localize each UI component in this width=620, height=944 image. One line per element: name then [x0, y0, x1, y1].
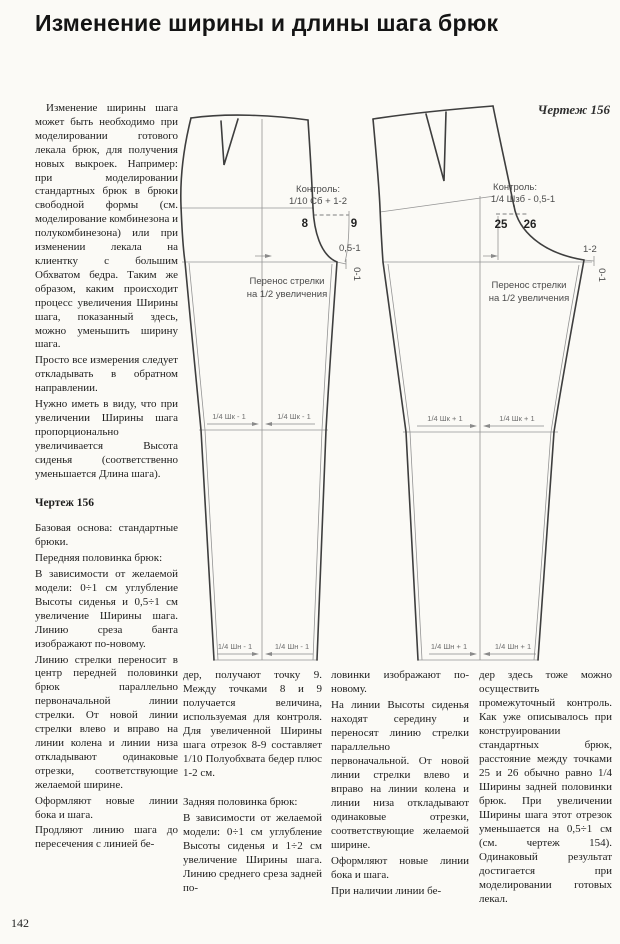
- point-26-label: 26: [523, 219, 537, 231]
- back-hem-dim-right: 1/4 Шн + 1: [494, 642, 532, 651]
- front-side-seam: [181, 118, 214, 660]
- paragraph: дер, получают точку 9. Между точками 8 и 9 получается величина, используемая для контроля. Для увеличенной Ширины шага отрезок 8-9 составляет 1/10 Полуобхвата бедер плюс 1-2 см.: [183, 669, 322, 779]
- paragraph: На линии Высоты сиденья находят середину и переносят линию стрелки параллельно первоначальной. От новой линии стрелки влево и вправо на линии колена и линии низа откладывают одинаковые отрезки, соответствующие желаемой ширине.: [331, 699, 469, 851]
- arrowhead-icon: [252, 652, 259, 656]
- paragraph: дер здесь тоже можно осуществить промежуточный контроль. Как уже описывалось при конструировании стандартных брюк, расстояние между точками 25 и 26 обычно равно 1/4 Ширины задней половинки брюк. При увеличении Ширины шага этот отрезок уменьшается на 0,5÷1 см (см. чертеж 154). Одинаковый результат достигается при моделировании готовых лекал.: [479, 669, 612, 905]
- paragraph: Задняя половинка брюк:: [183, 796, 298, 808]
- arrowhead-icon: [483, 424, 490, 428]
- front-crease-note-1: Перенос стрелки: [249, 276, 325, 287]
- back-crease-note-1: Перенос стрелки: [491, 280, 567, 291]
- front-hem-dim-left: 1/4 Шн - 1: [217, 642, 253, 651]
- front-crease-note-2: на 1/2 увеличения: [246, 289, 328, 300]
- left-text-column: [35, 102, 178, 854]
- back-side-seam: [373, 119, 418, 660]
- front-inseam: [317, 262, 337, 660]
- paragraph: ловинки изображают по-новому.: [331, 669, 469, 695]
- front-new-inseam: [313, 264, 332, 660]
- paragraph: Просто все измерения следует откладывать в обратном направлении.: [35, 354, 178, 395]
- back-crotch-extension: [584, 260, 594, 261]
- front-new-rise-line: [345, 219, 349, 262]
- back-crease-note-2: на 1/2 увеличения: [488, 293, 570, 304]
- paragraph: Оформляют новые линии бока и шага.: [331, 855, 469, 881]
- paragraph: Продляют линию шага до пересечения с линией бе-: [35, 824, 178, 851]
- back-hem-dim-left: 1/4 Шн + 1: [430, 642, 468, 651]
- paragraph: Оформляют новые линии бока и шага.: [35, 794, 178, 821]
- front-waist-line: [191, 115, 308, 120]
- arrowhead-icon: [483, 652, 490, 656]
- front-knee-dim-right: 1/4 Шк - 1: [277, 412, 311, 421]
- paragraph: Линию стрелки переносит в центр передней половинки брюк параллельно первоначальной линии стрелки. От новой линии стрелки влево и вправо на линии колена и линии низа откладывают одинаковые отрезки, соответствующие желаемой ширине.: [35, 653, 178, 791]
- paragraph: При наличии линии бе-: [331, 885, 442, 897]
- point-9-label: 9: [350, 218, 358, 230]
- bottom-column-3: [479, 668, 612, 908]
- arrowhead-icon: [265, 422, 272, 426]
- paragraph: В зависимости от желаемой модели: 0÷1 см углубление Высоты сиденья и 1÷2 см увеличение Ширины шага. Линию среднего среза задней по-: [183, 812, 322, 894]
- point-8-label: 8: [301, 218, 308, 230]
- front-drop-label: 0-1: [351, 267, 362, 281]
- diagram-caption: Чертеж 156: [537, 102, 610, 117]
- back-waist-line: [373, 106, 493, 119]
- front-dart: [221, 119, 238, 165]
- back-ease-label: 1-2: [583, 244, 597, 255]
- page-title: Изменение ширины и длины шага брюк: [35, 10, 499, 36]
- arrowhead-icon: [470, 652, 477, 656]
- page-number: 142: [11, 916, 29, 930]
- front-hem-dim-right: 1/4 Шн - 1: [274, 642, 310, 651]
- back-drop-label: 0-1: [596, 268, 607, 282]
- paragraph: Нужно иметь в виду, что при увеличении Ширины шага пропорционально увеличивается Высота сиденья (соответственно уменьшается Длина шага).: [35, 398, 178, 480]
- front-ease-label: 0,5-1: [339, 243, 361, 254]
- paragraph: Изменение ширины шага может быть необходимо при моделировании готового лекала брюк, для получения новых выкроек. Например: при моделировании стандартных брюк в брюки свободной формы (см. моделирование комбинезона и полукомбинезона) или при изменении лекала на клиентку с большим Обхватом бедра. Таким же образом, каким происходит процесс увеличения Ширины шага, показанный здесь, можно уменьшить ширину шага.: [35, 102, 178, 351]
- arrowhead-icon: [252, 422, 259, 426]
- front-crotch-extension: [337, 262, 346, 264]
- back-knee-dim-left: 1/4 Шк + 1: [427, 414, 463, 423]
- paragraph: Передняя половинка брюк:: [35, 552, 163, 565]
- front-control-label: Контроль:: [296, 184, 340, 195]
- front-crotch-curve: [313, 208, 337, 262]
- back-hip-line: [380, 196, 495, 212]
- pants-pattern-diagram: [177, 92, 617, 672]
- back-inseam: [538, 260, 584, 660]
- back-control-formula: 1/4 Шзб - 0,5-1: [490, 194, 556, 205]
- arrowhead-icon: [470, 424, 477, 428]
- arrowhead-icon: [265, 254, 272, 258]
- front-control-formula: 1/10 Сб + 1-2: [289, 196, 347, 207]
- arrowhead-icon: [491, 254, 498, 258]
- bottom-column-2: [331, 668, 469, 900]
- back-control-label: Контроль:: [493, 182, 537, 193]
- point-25-label: 25: [494, 219, 508, 231]
- front-pattern: [180, 115, 362, 660]
- back-new-side-seam: [388, 264, 422, 660]
- bottom-column-1: [183, 668, 322, 897]
- back-knee-dim-right: 1/4 Шк + 1: [499, 414, 535, 423]
- front-knee-dim-left: 1/4 Шк - 1: [212, 412, 246, 421]
- figure-heading: Чертеж 156: [35, 497, 95, 510]
- arrowhead-icon: [265, 652, 272, 656]
- paragraph: Базовая основа: стандартные брюки.: [35, 522, 178, 549]
- back-pattern: [373, 106, 607, 660]
- back-dart: [426, 112, 446, 181]
- paragraph: В зависимости от желаемой модели: 0÷1 см углубление Высоты сиденья и 0,5÷1 см увеличение Ширины шага. Линию среза банта изображают по-новому.: [35, 568, 178, 650]
